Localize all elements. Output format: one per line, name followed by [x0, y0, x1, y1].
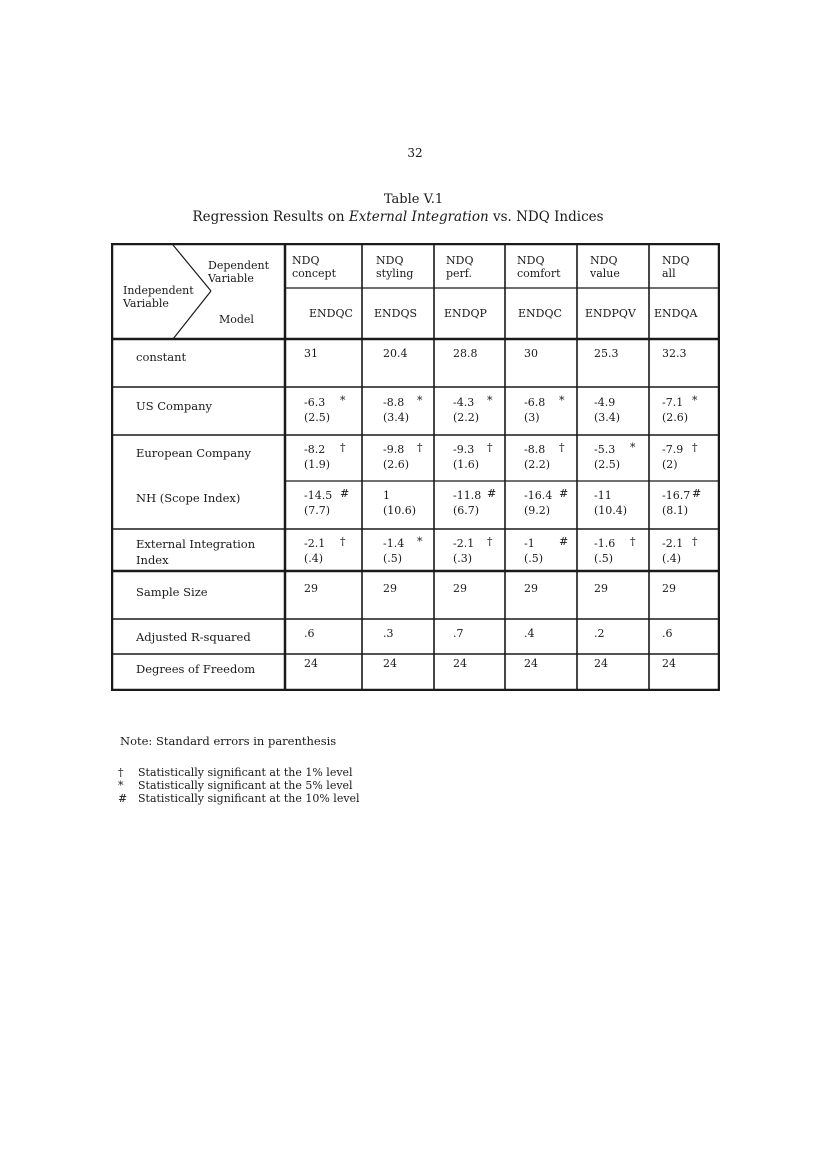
cell-value: 25.3: [594, 347, 619, 360]
significance-marker: #: [559, 487, 569, 500]
cell-standard-error: (2.5): [594, 458, 621, 471]
cell-value: -11: [594, 489, 612, 502]
cell-value: -1.4: [383, 537, 405, 550]
column-header-bottom: comfort: [517, 267, 561, 280]
significance-marker: †: [559, 441, 565, 454]
cell-standard-error: (2.2): [453, 411, 480, 424]
cell-value: -14.5: [304, 489, 333, 502]
cell-standard-error: (1.6): [453, 458, 480, 471]
subtitle-part-1: Regression Results on: [192, 209, 349, 225]
model-code: ENDQS: [374, 307, 418, 320]
model-code: ENDPQV: [585, 307, 636, 320]
legend-item: [118, 792, 360, 805]
dependent-label-line-1: Dependent: [208, 259, 270, 272]
cell-standard-error: (.5): [594, 552, 614, 565]
cell-value: 24: [304, 657, 318, 670]
cell-standard-error: (1.9): [304, 458, 331, 471]
cell-value: -1: [524, 537, 535, 550]
cell-standard-error: (10.6): [383, 504, 417, 517]
regression-table: [111, 243, 720, 691]
significance-marker: *: [692, 394, 698, 407]
cell-value: -16.7: [662, 489, 691, 502]
model-label: Model: [219, 313, 254, 326]
column-header-top: NDQ: [292, 254, 320, 267]
significance-marker: *: [340, 394, 346, 407]
cell-value: -9.8: [383, 443, 405, 456]
column-header-top: NDQ: [446, 254, 474, 267]
column-header-top: NDQ: [376, 254, 404, 267]
significance-marker: †: [340, 441, 346, 454]
significance-marker: #: [559, 535, 569, 548]
column-header-bottom: all: [662, 267, 676, 280]
page-number: 32: [407, 146, 423, 160]
cell-value: 29: [304, 582, 318, 595]
legend-text: Statistically significant at the 1% level: [138, 766, 353, 779]
cell-value: .6: [304, 627, 315, 640]
independent-variable-label: [123, 284, 194, 310]
significance-marker: #: [487, 487, 497, 500]
cell-value: 24: [383, 657, 397, 670]
row-label-constant: constant: [136, 350, 187, 364]
cell-value: -9.3: [453, 443, 475, 456]
cell-value: 32.3: [662, 347, 687, 360]
significance-marker: †: [630, 535, 636, 548]
cell-value: -4.3: [453, 396, 475, 409]
significance-marker: #: [340, 487, 350, 500]
cell-value: -8.2: [304, 443, 326, 456]
column-header-bottom: perf.: [446, 267, 472, 280]
cell-standard-error: (.3): [453, 552, 473, 565]
significance-marker: †: [340, 535, 346, 548]
cell-value: 24: [524, 657, 538, 670]
column-header-top: NDQ: [517, 254, 545, 267]
cell-value: 29: [594, 582, 608, 595]
row-label-external-integration: [136, 536, 255, 568]
column-header-all: [662, 254, 689, 280]
significance-marker: *: [417, 394, 423, 407]
legend-symbol: †: [118, 766, 124, 779]
cell-value: .2: [594, 627, 605, 640]
cell-value: -2.1: [662, 537, 684, 550]
cell-standard-error: (3.4): [383, 411, 410, 424]
cell-standard-error: (9.2): [524, 504, 551, 517]
cell-value: 29: [662, 582, 676, 595]
cell-standard-error: (3): [524, 411, 540, 424]
cell-value: 29: [453, 582, 467, 595]
independent-label-line-1: Independent: [123, 284, 194, 297]
significance-marker: †: [487, 535, 493, 548]
note-text: Note: Standard errors in parenthesis: [120, 734, 337, 748]
cell-value: -2.1: [453, 537, 475, 550]
row-label-adjusted-r-squared: Adjusted R-squared: [136, 630, 251, 644]
cell-standard-error: (7.7): [304, 504, 331, 517]
column-header-value: [590, 254, 620, 280]
cell-value: -11.8: [453, 489, 482, 502]
cell-value: 31: [304, 347, 318, 360]
model-code: ENDQC: [518, 307, 562, 320]
cell-value: -7.1: [662, 396, 684, 409]
significance-marker: †: [487, 441, 493, 454]
subtitle-part-2: External Integration: [348, 209, 489, 225]
table-subtitle: [0, 209, 796, 225]
cell-standard-error: (2): [662, 458, 678, 471]
legend-text: Statistically significant at the 5% level: [138, 779, 353, 792]
cell-standard-error: (8.1): [662, 504, 689, 517]
cell-standard-error: (2.2): [524, 458, 551, 471]
cell-value: 24: [594, 657, 608, 670]
cell-standard-error: (2.6): [662, 411, 689, 424]
cell-standard-error: (.5): [524, 552, 544, 565]
cell-value: -16.4: [524, 489, 553, 502]
column-header-comfort: [517, 254, 561, 280]
model-code: ENDQP: [444, 307, 487, 320]
significance-marker: #: [692, 487, 702, 500]
row-label-line-1: External Integration: [136, 537, 256, 551]
model-code: ENDQC: [309, 307, 353, 320]
cell-standard-error: (.4): [662, 552, 682, 565]
column-header-styling: [376, 254, 413, 280]
table-title: Table V.1: [383, 192, 444, 207]
legend-symbol: #: [118, 792, 128, 805]
cell-value: -1.6: [594, 537, 616, 550]
cell-value: -7.9: [662, 443, 684, 456]
cell-standard-error: (2.5): [304, 411, 331, 424]
subtitle-part-3: vs. NDQ Indices: [488, 209, 604, 225]
cell-value: -4.9: [594, 396, 616, 409]
cell-value: -6.3: [304, 396, 326, 409]
cell-value: .7: [453, 627, 464, 640]
cell-standard-error: (10.4): [594, 504, 628, 517]
cell-value: .6: [662, 627, 673, 640]
column-header-concept: [292, 254, 336, 280]
cell-value: -8.8: [524, 443, 546, 456]
cell-value: -6.8: [524, 396, 546, 409]
cell-standard-error: (3.4): [594, 411, 621, 424]
cell-value: -5.3: [594, 443, 616, 456]
independent-label-line-2: Variable: [123, 297, 169, 310]
significance-marker: †: [417, 441, 423, 454]
model-code: ENDQA: [654, 307, 698, 320]
column-header-bottom: concept: [292, 267, 336, 280]
row-label-european-company: European Company: [136, 446, 252, 460]
cell-value: 29: [383, 582, 397, 595]
cell-value: 24: [453, 657, 467, 670]
cell-value: 20.4: [383, 347, 408, 360]
significance-marker: *: [630, 441, 636, 454]
cell-value: 24: [662, 657, 676, 670]
cell-standard-error: (2.6): [383, 458, 410, 471]
cell-value: .4: [524, 627, 535, 640]
row-label-us-company: US Company: [136, 399, 212, 413]
dependent-variable-label: [208, 259, 269, 285]
cell-standard-error: (.5): [383, 552, 403, 565]
cell-standard-error: (6.7): [453, 504, 480, 517]
significance-legend: [118, 766, 360, 805]
significance-marker: †: [692, 441, 698, 454]
legend-symbol: *: [118, 779, 124, 792]
significance-marker: *: [487, 394, 493, 407]
significance-marker: *: [559, 394, 565, 407]
significance-marker: *: [417, 535, 423, 548]
column-header-perf: [446, 254, 473, 280]
cell-value: -2.1: [304, 537, 326, 550]
row-label-nh-scope-index: NH (Scope Index): [136, 491, 241, 505]
legend-item: [118, 779, 360, 792]
column-header-top: NDQ: [590, 254, 618, 267]
legend-text: Statistically significant at the 10% level: [138, 792, 360, 805]
column-header-bottom: styling: [376, 267, 414, 280]
cell-value: 1: [383, 489, 390, 502]
row-label-sample-size: Sample Size: [136, 585, 208, 599]
cell-standard-error: (.4): [304, 552, 324, 565]
cell-value: .3: [383, 627, 394, 640]
row-label-degrees-of-freedom: Degrees of Freedom: [136, 662, 256, 676]
cell-value: -8.8: [383, 396, 405, 409]
cell-value: 30: [524, 347, 538, 360]
row-label-line-2: Index: [136, 553, 169, 567]
column-header-top: NDQ: [662, 254, 690, 267]
legend-item: [118, 766, 360, 779]
cell-value: 28.8: [453, 347, 478, 360]
column-header-bottom: value: [590, 267, 620, 280]
significance-marker: †: [692, 535, 698, 548]
dependent-label-line-2: Variable: [208, 272, 254, 285]
cell-value: 29: [524, 582, 538, 595]
